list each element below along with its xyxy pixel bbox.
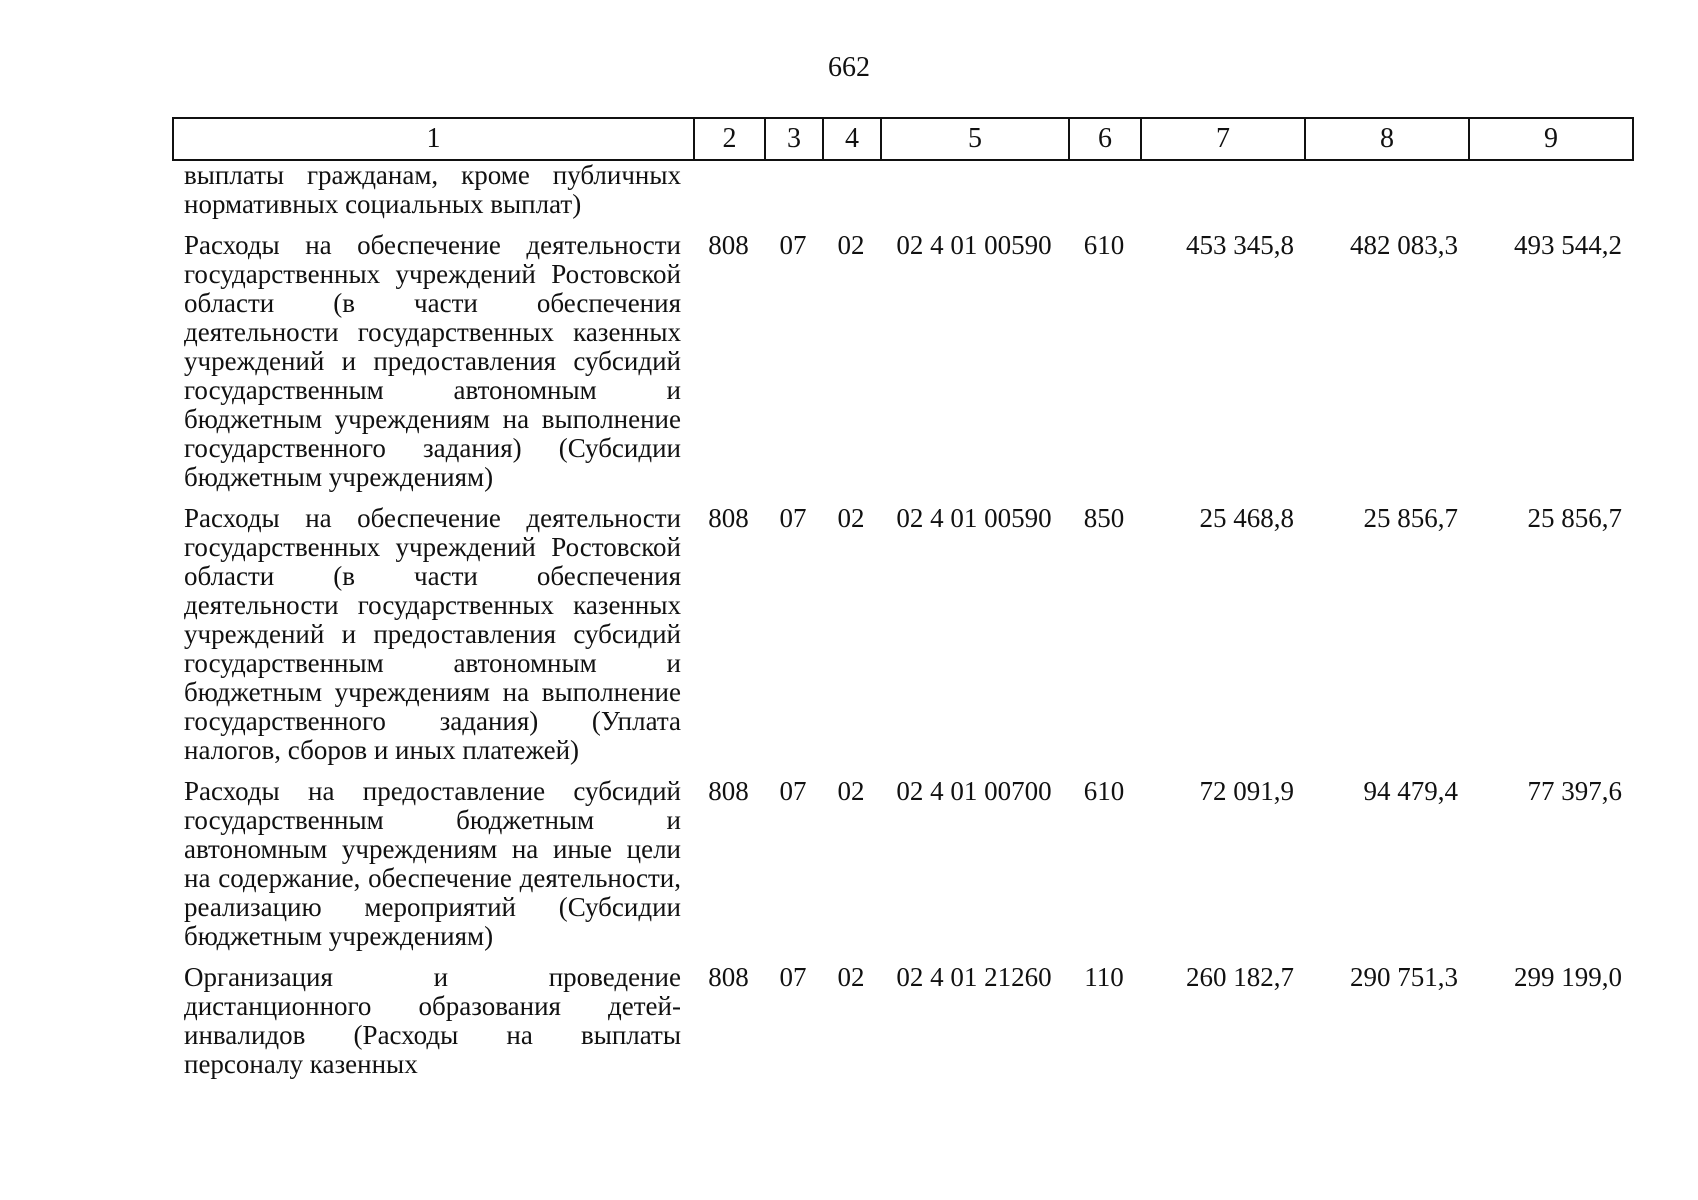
row-col-5: 02 4 01 21260: [896, 962, 1052, 992]
row-col-3: 07: [779, 776, 807, 806]
row-col-7: 25 468,8: [1199, 503, 1294, 533]
row-col-9: 493 544,2: [1514, 230, 1622, 260]
row-col-8: 482 083,3: [1350, 230, 1458, 260]
row-col-5: 02 4 01 00590: [896, 230, 1052, 260]
header-col-6: 6: [1069, 118, 1141, 160]
row-name: Расходы на предоставление субсидий государственным бюджетным и автономным учреждениям на иные цели на содержание, обеспечение деятельности, реализацию мероприятий (Субсидии бюджетным учреждениям): [184, 776, 681, 951]
row-col-5: 02 4 01 00700: [896, 776, 1052, 806]
row-col-2: 808: [708, 962, 749, 992]
header-col-8: 8: [1305, 118, 1469, 160]
row-col-6: 850: [1083, 503, 1125, 533]
table-row: [172, 963, 1632, 1091]
row-name: Расходы на обеспечение деятельности государственных учреждений Ростовской области (в части обеспечения деятельности государственных казенных учреждений и предоставления субсидий государственным автономным и бюджетным учреждениям на выполнение государственного задания) (Уплата налогов, сборов и иных платежей): [184, 503, 681, 765]
row-col-3: 07: [779, 962, 807, 992]
row-name: Организация и проведение дистанционного образования детей-инвалидов (Расходы на выплаты персоналу казенных: [184, 962, 681, 1079]
row-name: Расходы на обеспечение деятельности государственных учреждений Ростовской области (в части обеспечения деятельности государственных казенных учреждений и предоставления субсидий государственным автономным и бюджетным учреждениям на выполнение государственного задания) (Субсидии бюджетным учреждениям): [184, 230, 681, 492]
row-col-8: 25 856,7: [1363, 503, 1458, 533]
header-col-4: 4: [823, 118, 881, 160]
row-col-2: 808: [708, 776, 749, 806]
row-col-7: 260 182,7: [1186, 962, 1294, 992]
row-col-4: 02: [837, 962, 865, 992]
row-col-6: 610: [1083, 776, 1125, 806]
header-col-9: 9: [1469, 118, 1633, 160]
row-col-3: 07: [779, 503, 807, 533]
row-col-8: 290 751,3: [1350, 962, 1458, 992]
table-body: [172, 161, 1632, 1091]
row-col-6: 110: [1084, 962, 1124, 992]
row-col-6: 610: [1083, 230, 1125, 260]
header-col-2: 2: [694, 118, 765, 160]
row-col-7: 72 091,9: [1199, 776, 1294, 806]
page-number: 662: [828, 52, 870, 83]
header-col-3: 3: [765, 118, 823, 160]
row-col-4: 02: [837, 776, 865, 806]
row-col-9: 25 856,7: [1527, 503, 1622, 533]
row-col-4: 02: [837, 503, 865, 533]
header-col-7: 7: [1141, 118, 1305, 160]
row-col-2: 808: [708, 503, 749, 533]
row-col-7: 453 345,8: [1186, 230, 1294, 260]
row-col-8: 94 479,4: [1363, 776, 1458, 806]
row-col-2: 808: [708, 230, 749, 260]
row-col-9: 299 199,0: [1514, 962, 1622, 992]
row-continuation-name: выплаты гражданам, кроме публичных нормативных социальных выплат): [184, 160, 681, 219]
row-col-5: 02 4 01 00590: [896, 503, 1052, 533]
table-row: [172, 231, 1632, 504]
row-col-9: 77 397,6: [1527, 776, 1622, 806]
header-col-5: 5: [881, 118, 1069, 160]
table-row: [172, 504, 1632, 777]
table-row-continuation: [172, 161, 1632, 231]
header-col-1: 1: [173, 118, 694, 160]
table-row: [172, 777, 1632, 963]
table-header: [172, 117, 1634, 161]
row-col-3: 07: [779, 230, 807, 260]
row-col-4: 02: [837, 230, 865, 260]
